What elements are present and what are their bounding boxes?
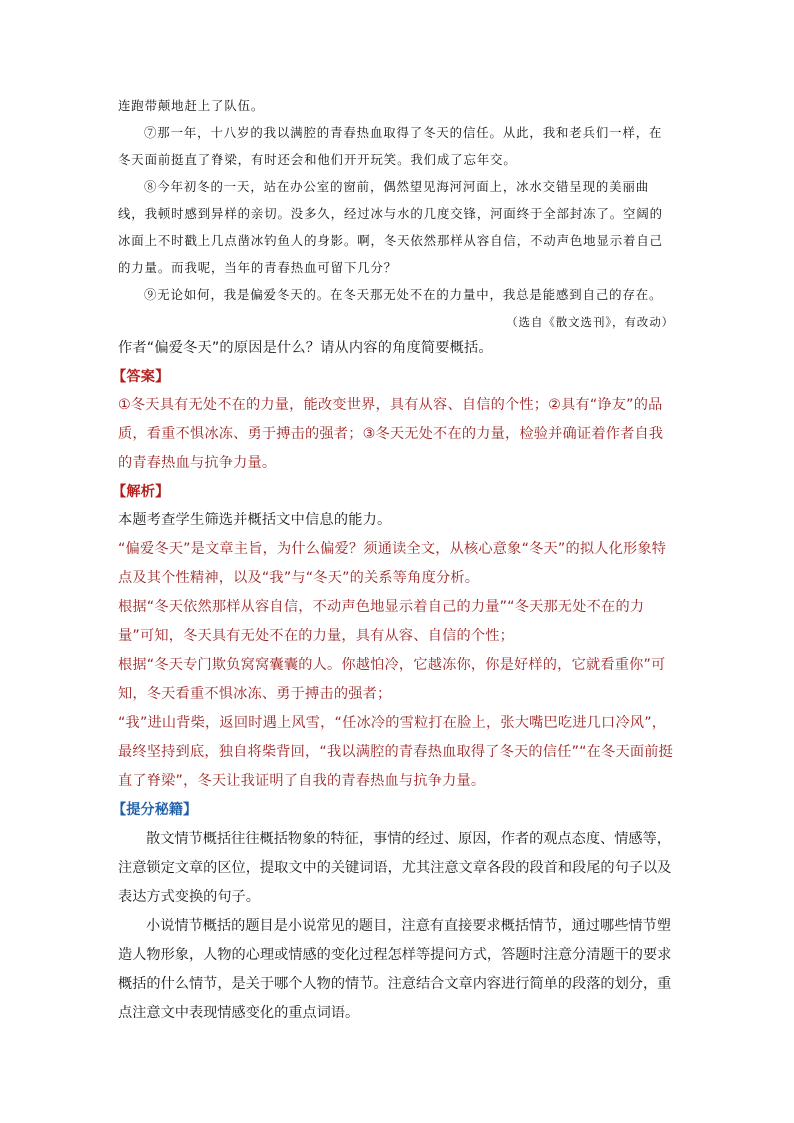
analysis-tag: 【解析】: [112, 484, 170, 500]
answer-text: ①冬天具有无处不在的力量，能改变世界，具有从容、自信的个性；②具有“诤友”的品质，看重不惧冰冻、勇于搏击的强者；③冬天无处不在的力量，检验并确证着作者自我的青春热血与抗争力量。: [118, 397, 664, 471]
answer-tag: 【答案】: [112, 369, 170, 385]
essay-source: （选自《散文选刊》，有改动）: [506, 315, 674, 329]
tips-section: [112, 796, 674, 1028]
essay-paragraph: ⑨无论如何，我是偏爱冬天的。在冬天那无处不在的力量中，我总是能感到自己的存在。: [144, 287, 663, 302]
essay-excerpt: [118, 92, 674, 334]
analysis-line: “偏爱冬天”是文章主旨，为什么偏爱？须通读全文，从核心意象“冬天”的拟人化形象特点及其个性精神，以及“我”与“冬天”的关系等角度分析。: [118, 541, 667, 586]
analysis-line: 根据“冬天依然那样从容自信，不动声色地显示着自己的力量”“冬天那无处不在的力量”可知，冬天具有无处不在的力量，具有从容、自信的个性；: [118, 599, 645, 644]
tips-paragraph: 小说情节概括的题目是小说常见的题目，注意有直接要求概括情节，通过哪些情节塑造人物形象，人物的心理或情感的变化过程怎样等提问方式，答题时注意分清题干的要求概括的什么情节，是关于哪个人物的情节。注意结合文章内容进行简单的段落的划分，重点注意文中表现情感变化的重点词语。: [118, 918, 672, 1021]
essay-paragraph: ⑦那一年，十八岁的我以满腔的青春热血取得了冬天的信任。从此，我和老兵们一样，在冬天面前挺直了脊梁，有时还会和他们开开玩笑。我们成了忘年交。: [118, 125, 663, 167]
tips-tag: 【提分秘籍】: [112, 802, 198, 818]
tips-paragraph: 散文情节概括往往概括物象的特征，事情的经过、原因，作者的观点态度、情感等，注意锁定文章的区位，提取文中的关键词语，尤其注意文章各段的段首和段尾的句子以及表达方式变换的句子。: [118, 831, 672, 905]
analysis-line: “我”进山背柴，返回时遇上风雪，“任冰冷的雪粒打在脸上，张大嘴巴吃进几口冷风”，最终坚持到底，独自将柴背回，“我以满腔的青春热血取得了冬天的信任”“在冬天面前挺直了脊梁”，冬天让我证明了自我的青春热血与抗争力量。: [118, 715, 673, 789]
document-page: [112, 92, 674, 1028]
question-text: 作者“偏爱冬天”的原因是什么？请从内容的角度简要概括。: [118, 340, 493, 356]
question-section: [112, 334, 674, 796]
essay-paragraph: 连跑带颠地赶上了队伍。: [118, 98, 265, 113]
essay-paragraph: ⑧今年初冬的一天，站在办公室的窗前，偶然望见海河河面上，冰水交错呈现的美丽曲线，我顿时感到异样的亲切。没多久，经过冰与水的几度交锋，河面终于全部封冻了。空阔的冰面上不时戳上几点凿冰钓鱼人的身影。啊，冬天依然那样从容自信，不动声色地显示着自己的力量。而我呢，当年的青春热血可留下几分？: [118, 179, 663, 275]
analysis-line: 本题考查学生筛选并概括文中信息的能力。: [118, 512, 392, 528]
analysis-line: 根据“冬天专门欺负窝窝囊囊的人。你越怕冷，它越冻你，你是好样的，它就看重你”可知，冬天看重不惧冰冻、勇于搏击的强者；: [118, 657, 666, 702]
